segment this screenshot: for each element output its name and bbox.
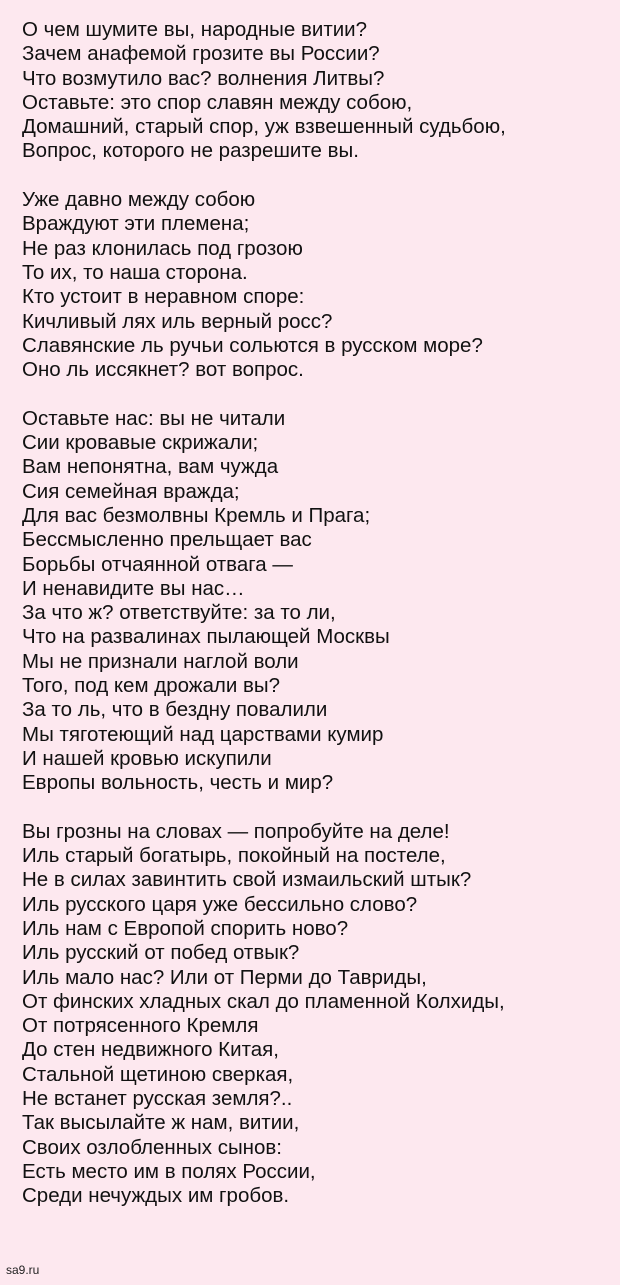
poem-text [22,18,612,1233]
poem-line: Иль мало нас? Или от Перми до Тавриды, [22,965,427,989]
poem-line: За что ж? ответствуйте: за то ли, [22,601,336,625]
poem-line: Вам непонятна, вам чужда [22,455,279,479]
poem-line: Кичливый лях иль верный росс? [22,309,333,333]
poem-line: За то ль, что в бездну повалили [22,698,328,722]
poem-line: Оно ль иссякнет? вот вопрос. [22,358,304,382]
poem-line: Домашний, старый спор, уж взвешенный судьбою, [22,115,506,139]
poem-line: Так высылайте ж нам, витии, [22,1111,300,1135]
poem-line: Оставьте: это спор славян между собою, [22,90,413,114]
poem-line: Иль старый богатырь, покойный на постеле, [22,844,446,868]
poem-line: Борьбы отчаянной отвага — [22,552,293,576]
poem-line: Что на развалинах пылающей Москвы [22,625,390,649]
poem-line: И ненавидите вы нас… [22,576,245,600]
poem-line: От потрясенного Кремля [22,1014,259,1038]
poem-line: Иль русский от побед отвык? [22,941,300,965]
poem-line: Для вас безмолвны Кремль и Прага; [22,503,371,527]
poem-line: Славянские ль ручьи сольются в русском море? [22,333,483,357]
poem-line: Зачем анафемой грозите вы России? [22,42,380,66]
poem-line: До стен недвижного Китая, [22,1038,279,1062]
poem-line: И нашей кровью искупили [22,746,272,770]
poem-line: Не в силах завинтить свой измаильский штык? [22,868,472,892]
poem-line: Не встанет русская земля?.. [22,1087,293,1111]
poem-line: Мы тяготеющий над царствами кумир [22,722,384,746]
poem-line: О чем шумите вы, народные витии? [22,18,368,41]
poem-line: Не раз клонилась под грозою [22,236,303,260]
stanza-3 [22,407,612,796]
poem-line: Иль нам с Европой спорить ново? [22,916,349,940]
poem-line: Своих озлобленных сынов: [22,1135,282,1159]
site-watermark: sa9.ru [6,1263,40,1277]
stanza-1 [22,18,612,164]
poem-line: Бессмысленно прельщает вас [22,528,312,552]
poem-line: Мы не признали наглой воли [22,649,299,673]
poem-line: Оставьте нас: вы не читали [22,406,286,430]
poem-line: Сия семейная вражда; [22,479,240,503]
poem-line: Стальной щетиною сверкая, [22,1062,294,1086]
poem-line: Среди нечуждых им гробов. [22,1184,290,1208]
poem-line: Иль русского царя уже бессильно слово? [22,892,418,916]
poem-line: Европы вольность, честь и мир? [22,771,334,795]
stanza-2 [22,188,612,382]
poem-line: Вы грозны на словах — попробуйте на деле! [22,819,450,843]
poem-line: Кто устоит в неравном споре: [22,285,305,309]
poem-line: Есть место им в полях России, [22,1159,316,1183]
poem-line: Враждуют эти племена; [22,212,250,236]
stanza-4 [22,820,612,1209]
poem-line: Вопрос, которого не разрешите вы. [22,139,359,163]
poem-line: Того, под кем дрожали вы? [22,674,281,698]
poem-line: Уже давно между собою [22,188,256,212]
poem-line: Сии кровавые скрижали; [22,431,259,455]
poem-line: От финских хладных скал до пламенной Колхиды, [22,989,505,1013]
poem-line: То их, то наша сторона. [22,260,248,284]
poem-line: Что возмутило вас? волнения Литвы? [22,66,385,90]
